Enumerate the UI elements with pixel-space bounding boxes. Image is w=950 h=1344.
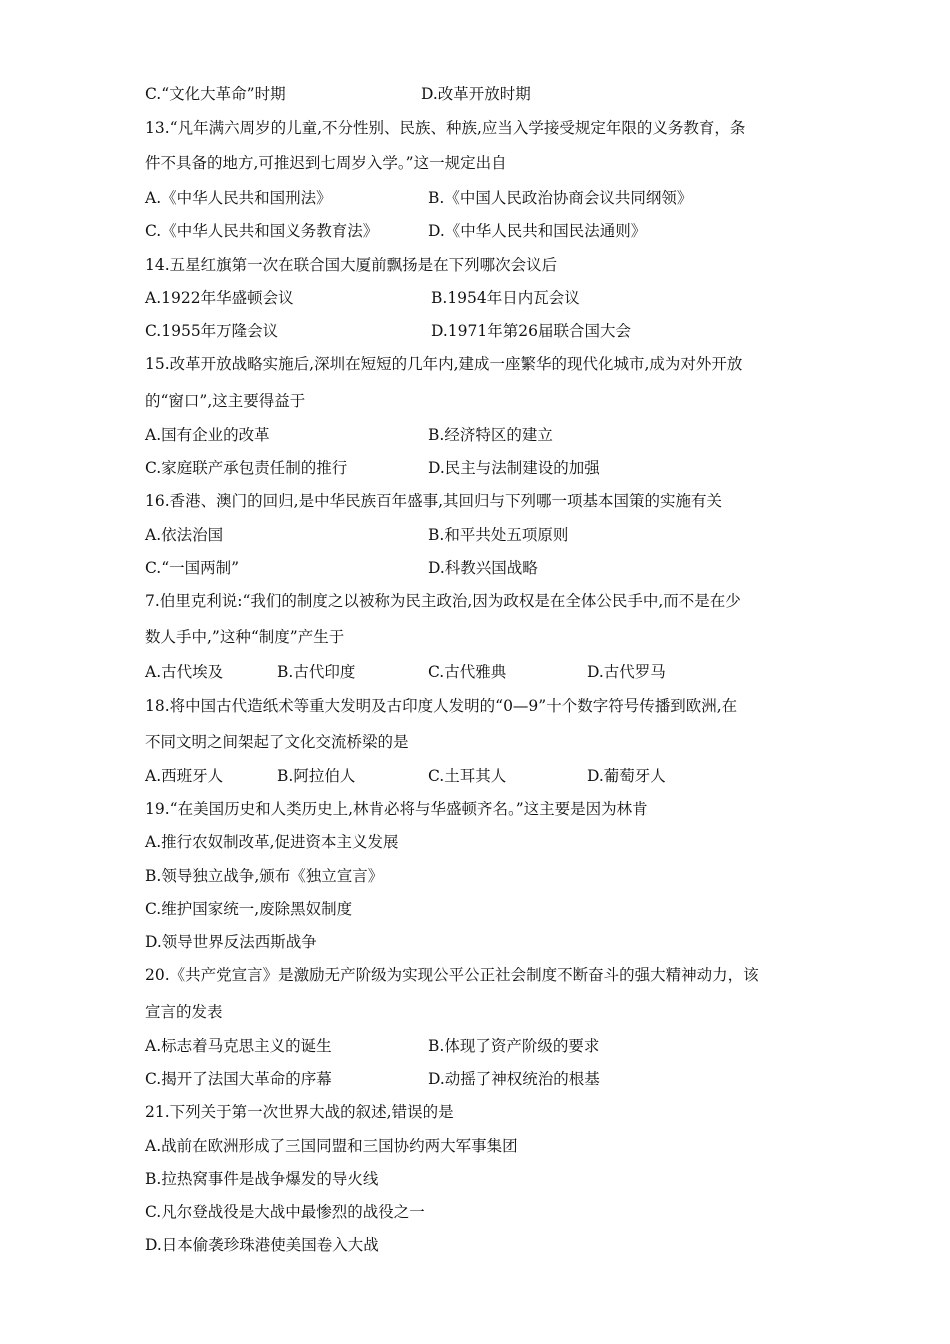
text-line: 21.下列关于第一次世界大战的叙述,错误的是 (145, 1103, 454, 1121)
text-line: 宣言的发表 (145, 1003, 223, 1021)
answer-option: C.“一国两制” (145, 559, 240, 577)
text-line: B.拉热窝事件是战争爆发的导火线 (145, 1170, 379, 1188)
answer-option: A.西班牙人 (145, 767, 224, 785)
answer-option: C.《中华人民共和国义务教育法》 (145, 222, 379, 240)
answer-option: D.古代罗马 (587, 663, 666, 681)
text-line: A.战前在欧洲形成了三国同盟和三国协约两大军事集团 (145, 1137, 518, 1155)
text-line: D.日本偷袭珍珠港使美国卷入大战 (145, 1236, 379, 1254)
answer-option: B.1954年日内瓦会议 (431, 289, 580, 307)
answer-option: C.“文化大革命”时期 (145, 85, 286, 103)
answer-option: A.标志着马克思主义的诞生 (145, 1037, 332, 1055)
text-line: 13.“凡年满六周岁的儿童,不分性别、民族、种族,应当入学接受规定年限的义务教育，条 (145, 119, 746, 137)
text-line: A.推行农奴制改革,促进资本主义发展 (145, 833, 399, 851)
text-line: 数人手中,”这种“制度”产生于 (145, 628, 345, 646)
answer-option: B.古代印度 (277, 663, 356, 681)
answer-option: C.土耳其人 (428, 767, 507, 785)
answer-option: D.科教兴国战略 (428, 559, 538, 577)
answer-option: C.古代雅典 (428, 663, 507, 681)
answer-option: D.民主与法制建设的加强 (428, 459, 600, 477)
text-line: B.领导独立战争,颁布《独立宣言》 (145, 867, 384, 885)
text-line: 不同文明之间架起了文化交流桥梁的是 (145, 733, 409, 751)
answer-option: C.家庭联产承包责任制的推行 (145, 459, 348, 477)
text-line: C.维护国家统一,废除黑奴制度 (145, 900, 353, 918)
text-line: C.凡尔登战役是大战中最惨烈的战役之一 (145, 1203, 425, 1221)
answer-option: B.经济特区的建立 (428, 426, 553, 444)
text-line: 14.五星红旗第一次在联合国大厦前飘扬是在下列哪次会议后 (145, 256, 558, 274)
answer-option: A.《中华人民共和国刑法》 (145, 189, 332, 207)
text-line: 件不具备的地方,可推迟到七周岁入学。”这一规定出自 (145, 154, 507, 172)
text-line: 7.伯里克利说:“我们的制度之以被称为民主政治,因为政权是在全体公民手中,而不是在少 (145, 592, 741, 610)
answer-option: B.阿拉伯人 (277, 767, 356, 785)
text-line: 20.《共产党宣言》是激励无产阶级为实现公平公正社会制度不断奋斗的强大精神动力，该 (145, 966, 759, 984)
text-line: 16.香港、澳门的回归,是中华民族百年盛事,其回归与下列哪一项基本国策的实施有关 (145, 492, 723, 510)
answer-option: D.1971年第26届联合国大会 (431, 322, 631, 340)
text-line: 18.将中国古代造纸术等重大发明及古印度人发明的“0—9”十个数字符号传播到欧洲,在 (145, 697, 738, 715)
answer-option: D.葡萄牙人 (587, 767, 666, 785)
text-line: 15.改革开放战略实施后,深圳在短短的几年内,建成一座繁华的现代化城市,成为对外开放 (145, 355, 743, 373)
answer-option: C.1955年万隆会议 (145, 322, 279, 340)
answer-option: D.改革开放时期 (421, 85, 531, 103)
answer-option: D.动摇了神权统治的根基 (428, 1070, 600, 1088)
answer-option: B.《中国人民政治协商会议共同纲领》 (428, 189, 693, 207)
text-line: D.领导世界反法西斯战争 (145, 933, 317, 951)
answer-option: D.《中华人民共和国民法通则》 (428, 222, 647, 240)
text-line: 19.“在美国历史和人类历史上,林肯必将与华盛顿齐名。”这主要是因为林肯 (145, 800, 648, 818)
answer-option: A.国有企业的改革 (145, 426, 270, 444)
answer-option: A.依法治国 (145, 526, 224, 544)
answer-option: A.1922年华盛顿会议 (145, 289, 294, 307)
answer-option: B.体现了资产阶级的要求 (428, 1037, 600, 1055)
answer-option: B.和平共处五项原则 (428, 526, 569, 544)
answer-option: C.揭开了法国大革命的序幕 (145, 1070, 332, 1088)
answer-option: A.古代埃及 (145, 663, 224, 681)
text-line: 的“窗口”,这主要得益于 (145, 392, 306, 410)
